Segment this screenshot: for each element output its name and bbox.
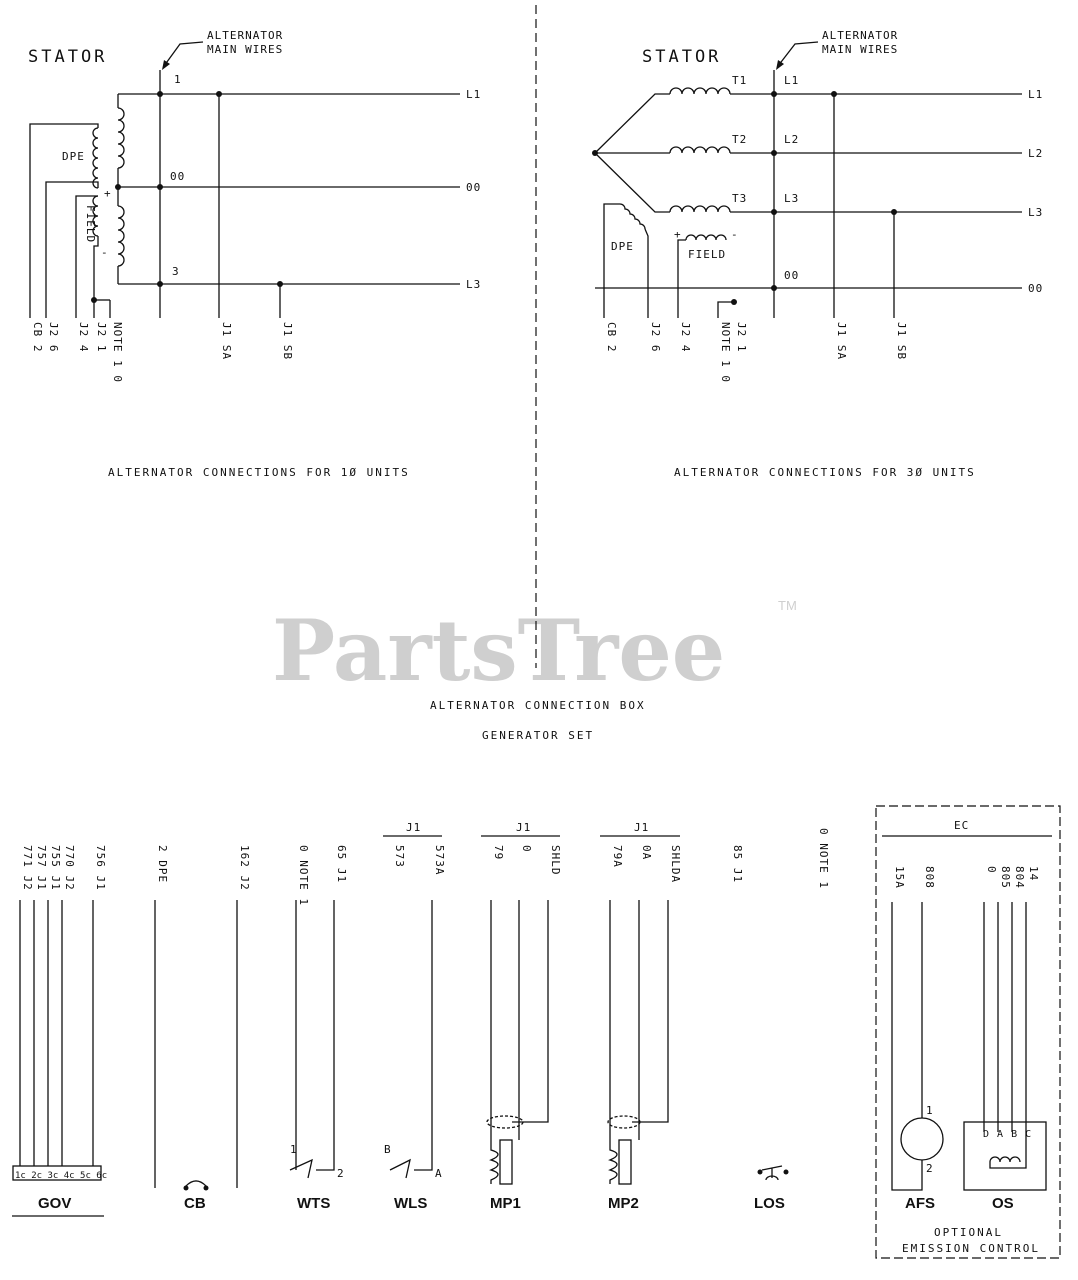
wls-switch — [390, 1160, 410, 1178]
single-phase-panel — [28, 29, 481, 479]
dpe-label: DPE — [611, 240, 634, 253]
main-wires-arrowhead — [162, 60, 170, 70]
node-label: 00 — [784, 269, 800, 282]
winding-T1 — [670, 88, 730, 94]
junction — [771, 209, 777, 215]
main-wires-pointer — [778, 42, 818, 66]
wls-pin: A — [435, 1167, 443, 1180]
field-minus: - — [731, 228, 739, 241]
mp1-body — [500, 1140, 512, 1184]
wts-wire — [316, 900, 334, 1170]
os-heater — [990, 1157, 1020, 1162]
line-label: L3 — [1028, 206, 1044, 219]
node-label: L3 — [784, 192, 800, 205]
mp2-coil — [610, 1140, 617, 1184]
water-level-switch — [383, 821, 446, 1212]
dpe-wire-j26 — [645, 229, 648, 318]
stator-label: STATOR — [28, 47, 108, 67]
wire-label: 15A — [893, 866, 906, 889]
main-wires-label-2: MAIN WIRES — [207, 43, 284, 56]
wire-label: 2 DPE — [156, 845, 169, 884]
wts-switch — [290, 1160, 312, 1178]
wls-header: J1 — [406, 821, 422, 834]
junction — [831, 91, 837, 97]
mp1-label: MP1 — [490, 1195, 521, 1212]
connection-box-caption: ALTERNATOR CONNECTION BOX — [430, 699, 646, 712]
winding-label: T2 — [732, 133, 748, 146]
cb-contact — [184, 1186, 189, 1191]
wire-label: 770 J2 — [63, 845, 76, 891]
wire-label: 14 — [1027, 866, 1040, 882]
winding-T3 — [670, 206, 730, 212]
cb-contact — [204, 1186, 209, 1191]
wire-label: 0A — [640, 845, 653, 861]
dpe-wire-j26 — [46, 182, 98, 318]
field-minus: - — [101, 246, 109, 259]
afs-pin: 2 — [926, 1162, 934, 1175]
wire-label: 79A — [611, 845, 624, 868]
los-switch — [762, 1166, 782, 1180]
gov-label: GOV — [38, 1195, 72, 1212]
mp2-header: J1 — [634, 821, 650, 834]
water-temp-switch — [290, 845, 348, 1212]
low-oil-switch — [731, 828, 830, 1212]
terminal-label: NOTE 1 0 — [111, 322, 124, 383]
wire-label: 0 NOTE 1 — [297, 845, 310, 906]
wire-label: 0 — [985, 866, 998, 874]
generator-set-caption: GENERATOR SET — [482, 729, 595, 742]
terminal-label: J1 SB — [281, 322, 294, 361]
watermark-tm: TM — [778, 598, 797, 613]
afs-wire — [892, 902, 922, 1190]
wts-pin: 1 — [290, 1143, 298, 1156]
line-label: 00 — [1028, 282, 1044, 295]
stator-winding-lower — [118, 206, 124, 266]
wire-label: 805 — [999, 866, 1012, 889]
afs-pin: 1 — [926, 1104, 934, 1117]
terminal-label: J2 6 — [47, 322, 60, 353]
node-label: L1 — [784, 74, 800, 87]
stator-label: STATOR — [642, 47, 722, 67]
winding-T2 — [670, 147, 730, 153]
node-label: L2 — [784, 133, 800, 146]
line-label: L2 — [1028, 147, 1044, 160]
ec-header: EC — [954, 819, 970, 832]
wire-label: SHLD — [549, 845, 562, 876]
field-wire-j21 — [94, 236, 98, 318]
mp2-shield — [632, 900, 668, 1122]
watermark: PartsTree — [272, 601, 726, 700]
main-wires-label-2: MAIN WIRES — [822, 43, 899, 56]
field-wire-j24 — [678, 240, 686, 318]
wls-wire — [414, 900, 432, 1170]
terminal-label: NOTE 1 0 — [719, 322, 732, 383]
os-label: OS — [992, 1195, 1014, 1212]
node-3-label: 3 — [172, 265, 180, 278]
mp1-coil — [491, 1140, 498, 1184]
wye-leg-T1 — [595, 94, 670, 153]
wire-label: 573A — [433, 845, 446, 876]
field-coil — [686, 235, 726, 240]
magnetic-pickup-1 — [481, 821, 562, 1212]
line-label-00: 00 — [466, 181, 482, 194]
junction — [731, 299, 737, 305]
wire-label: 0 NOTE 1 — [817, 828, 830, 889]
note-wire — [718, 302, 734, 318]
wire-label: 756 J1 — [94, 845, 107, 891]
junction — [157, 91, 163, 97]
winding-label: T3 — [732, 192, 748, 205]
line-label-L3: L3 — [466, 278, 482, 291]
ec-caption-1: OPTIONAL — [934, 1226, 1003, 1239]
main-wires-label-1: ALTERNATOR — [822, 29, 899, 42]
emission-control — [876, 806, 1060, 1258]
field-label: FIELD — [688, 248, 727, 261]
node-1-label: 1 — [174, 73, 182, 86]
os-heater-loop — [990, 1160, 1026, 1168]
los-label: LOS — [754, 1195, 785, 1212]
line-label: L1 — [1028, 88, 1044, 101]
los-contact — [758, 1170, 763, 1175]
gov-pins: 1c 2c 3c 4c 5c 6c — [15, 1171, 108, 1181]
winding-label: T1 — [732, 74, 748, 87]
wls-label: WLS — [394, 1195, 428, 1212]
junction — [157, 184, 163, 190]
cb-symbol — [186, 1181, 206, 1186]
junction — [91, 297, 97, 303]
wire-label: 804 — [1013, 866, 1026, 889]
junction — [115, 184, 121, 190]
terminal-label: J1 SA — [220, 322, 233, 361]
wire-label: 162 J2 — [238, 845, 251, 891]
three-phase-caption: ALTERNATOR CONNECTIONS FOR 3Ø UNITS — [674, 466, 976, 479]
mp1-header: J1 — [516, 821, 532, 834]
single-phase-caption: ALTERNATOR CONNECTIONS FOR 1Ø UNITS — [108, 466, 410, 479]
terminal-label: J2 6 — [649, 322, 662, 353]
mp1-shield — [512, 900, 548, 1122]
mp2-label: MP2 — [608, 1195, 639, 1212]
junction — [771, 91, 777, 97]
dpe-coil — [620, 204, 645, 229]
line-label-L1: L1 — [466, 88, 482, 101]
terminal-label: J1 SA — [835, 322, 848, 361]
main-wires-arrowhead — [776, 60, 784, 70]
terminal-label: J2 1 — [735, 322, 748, 353]
wire-label: 573 — [393, 845, 406, 868]
junction — [771, 285, 777, 291]
node-00-label: 00 — [170, 170, 186, 183]
wls-pin: B — [384, 1143, 392, 1156]
wire-label: 755 J1 — [49, 845, 62, 891]
afs-label: AFS — [905, 1195, 935, 1212]
magnetic-pickup-2 — [600, 821, 682, 1212]
wire-label: 79 — [492, 845, 505, 861]
ec-caption-2: EMISSION CONTROL — [902, 1242, 1040, 1255]
wire-label: 65 J1 — [335, 845, 348, 884]
terminal-label: CB 2 — [605, 322, 618, 353]
circuit-breaker — [155, 845, 251, 1212]
terminal-label: J2 1 — [95, 322, 108, 353]
wts-pin: 2 — [337, 1167, 345, 1180]
los-contact — [784, 1170, 789, 1175]
wire-label: 808 — [923, 866, 936, 889]
wye-leg-T3 — [595, 153, 670, 212]
wire-label: 757 J1 — [35, 845, 48, 891]
terminal-label: J2 4 — [679, 322, 692, 353]
governor — [12, 845, 107, 1216]
dpe-coil — [93, 128, 98, 188]
stator-winding-upper — [118, 108, 124, 168]
three-phase-panel — [592, 29, 1043, 479]
field-label: FIELD — [84, 205, 97, 244]
dpe-label: DPE — [62, 150, 85, 163]
junction — [891, 209, 897, 215]
wire-label: 771 J2 — [21, 845, 34, 891]
dpe-wire-cb2 — [604, 204, 620, 318]
junction — [771, 150, 777, 156]
terminal-label: CB 2 — [31, 322, 44, 353]
cb-label: CB — [184, 1195, 206, 1212]
main-wires-label-1: ALTERNATOR — [207, 29, 284, 42]
wire-label: 85 J1 — [731, 845, 744, 884]
field-plus: + — [674, 228, 682, 241]
os-pins: D A B C — [983, 1129, 1033, 1140]
wire-label: SHLDA — [669, 845, 682, 884]
terminal-label: J2 4 — [77, 322, 90, 353]
field-plus: + — [104, 187, 112, 200]
mp2-body — [619, 1140, 631, 1184]
junction — [157, 281, 163, 287]
junction — [216, 91, 222, 97]
wts-label: WTS — [297, 1195, 331, 1212]
terminal-label: J1 SB — [895, 322, 908, 361]
afs-sensor — [901, 1118, 943, 1160]
wire-label: 0 — [520, 845, 533, 853]
junction — [277, 281, 283, 287]
main-wires-pointer — [164, 42, 203, 66]
